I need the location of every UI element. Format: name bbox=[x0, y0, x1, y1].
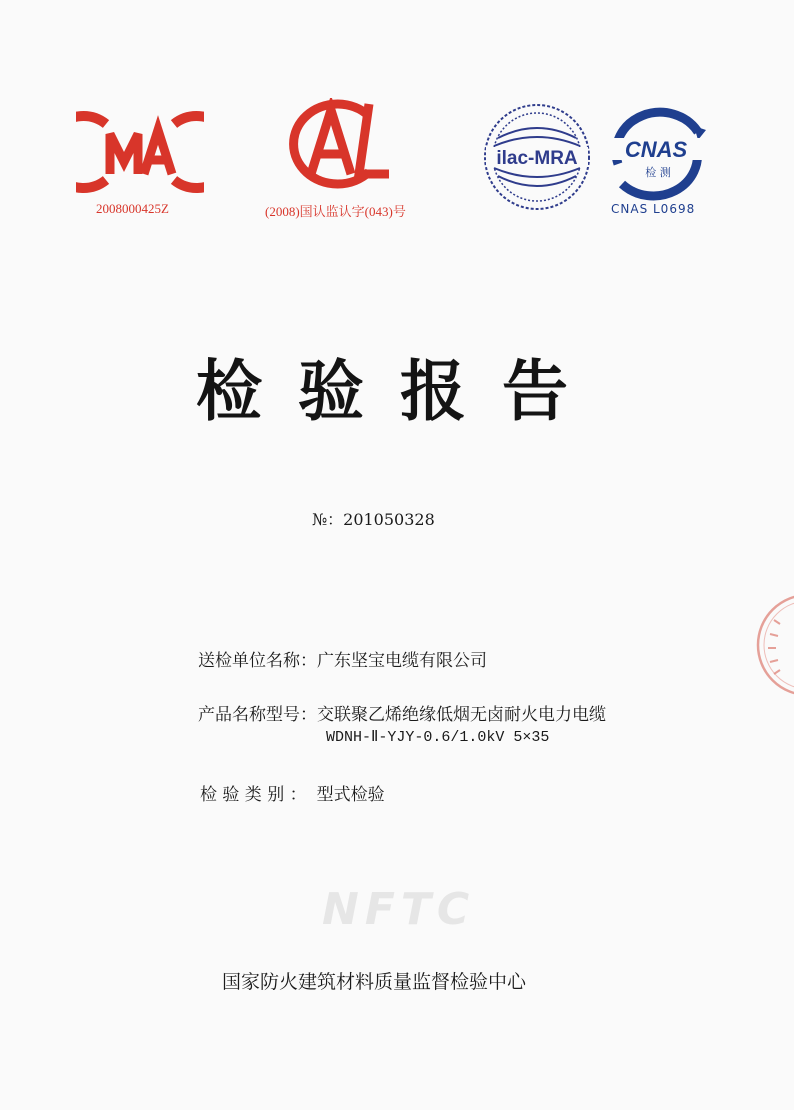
issuer-name: 国家防火建筑材料质量监督检验中心 bbox=[222, 971, 527, 993]
cal-mark-icon bbox=[285, 98, 393, 190]
submitter-value: 广东坚宝电缆有限公司 bbox=[317, 651, 487, 671]
inspection-type-row bbox=[200, 780, 385, 805]
submitter-label: 送检单位名称： bbox=[198, 651, 317, 671]
cma-logo bbox=[76, 108, 204, 196]
product-row bbox=[198, 700, 606, 725]
inspection-type-label: 检 验 类 别 ： bbox=[200, 785, 307, 805]
nftc-watermark: NFTC bbox=[322, 884, 476, 935]
cnas-code: CNAS L0698 bbox=[611, 202, 696, 216]
inspection-type-value: 型式检验 bbox=[316, 785, 385, 805]
report-title: 检验报告 bbox=[196, 353, 604, 430]
submitter-row bbox=[198, 646, 487, 671]
cal-logo bbox=[285, 98, 393, 190]
cnas-mark-text: CNAS bbox=[624, 137, 688, 162]
seal-stamp bbox=[748, 590, 794, 700]
cnas-mark-icon bbox=[600, 102, 712, 202]
product-model: WDNH-Ⅱ-YJY-0.6/1.0kV 5×35 bbox=[326, 729, 550, 746]
report-number: №：201050328 bbox=[312, 510, 435, 529]
cnas-sub-text: 检 测 bbox=[645, 166, 671, 179]
ilac-mark-text: ilac-MRA bbox=[496, 148, 578, 169]
product-value: 交联聚乙烯绝缘低烟无卤耐火电力电缆 bbox=[317, 705, 606, 725]
cal-code: (2008)国认监认字(043)号 bbox=[265, 204, 406, 219]
ilac-mra-logo bbox=[478, 98, 596, 216]
cnas-logo bbox=[600, 102, 712, 202]
cma-code: 2008000425Z bbox=[96, 201, 169, 216]
product-label: 产品名称型号： bbox=[198, 705, 317, 725]
seal-stamp-icon bbox=[748, 590, 794, 700]
cma-mark-icon bbox=[76, 108, 204, 196]
ilac-globe-icon bbox=[478, 98, 596, 216]
